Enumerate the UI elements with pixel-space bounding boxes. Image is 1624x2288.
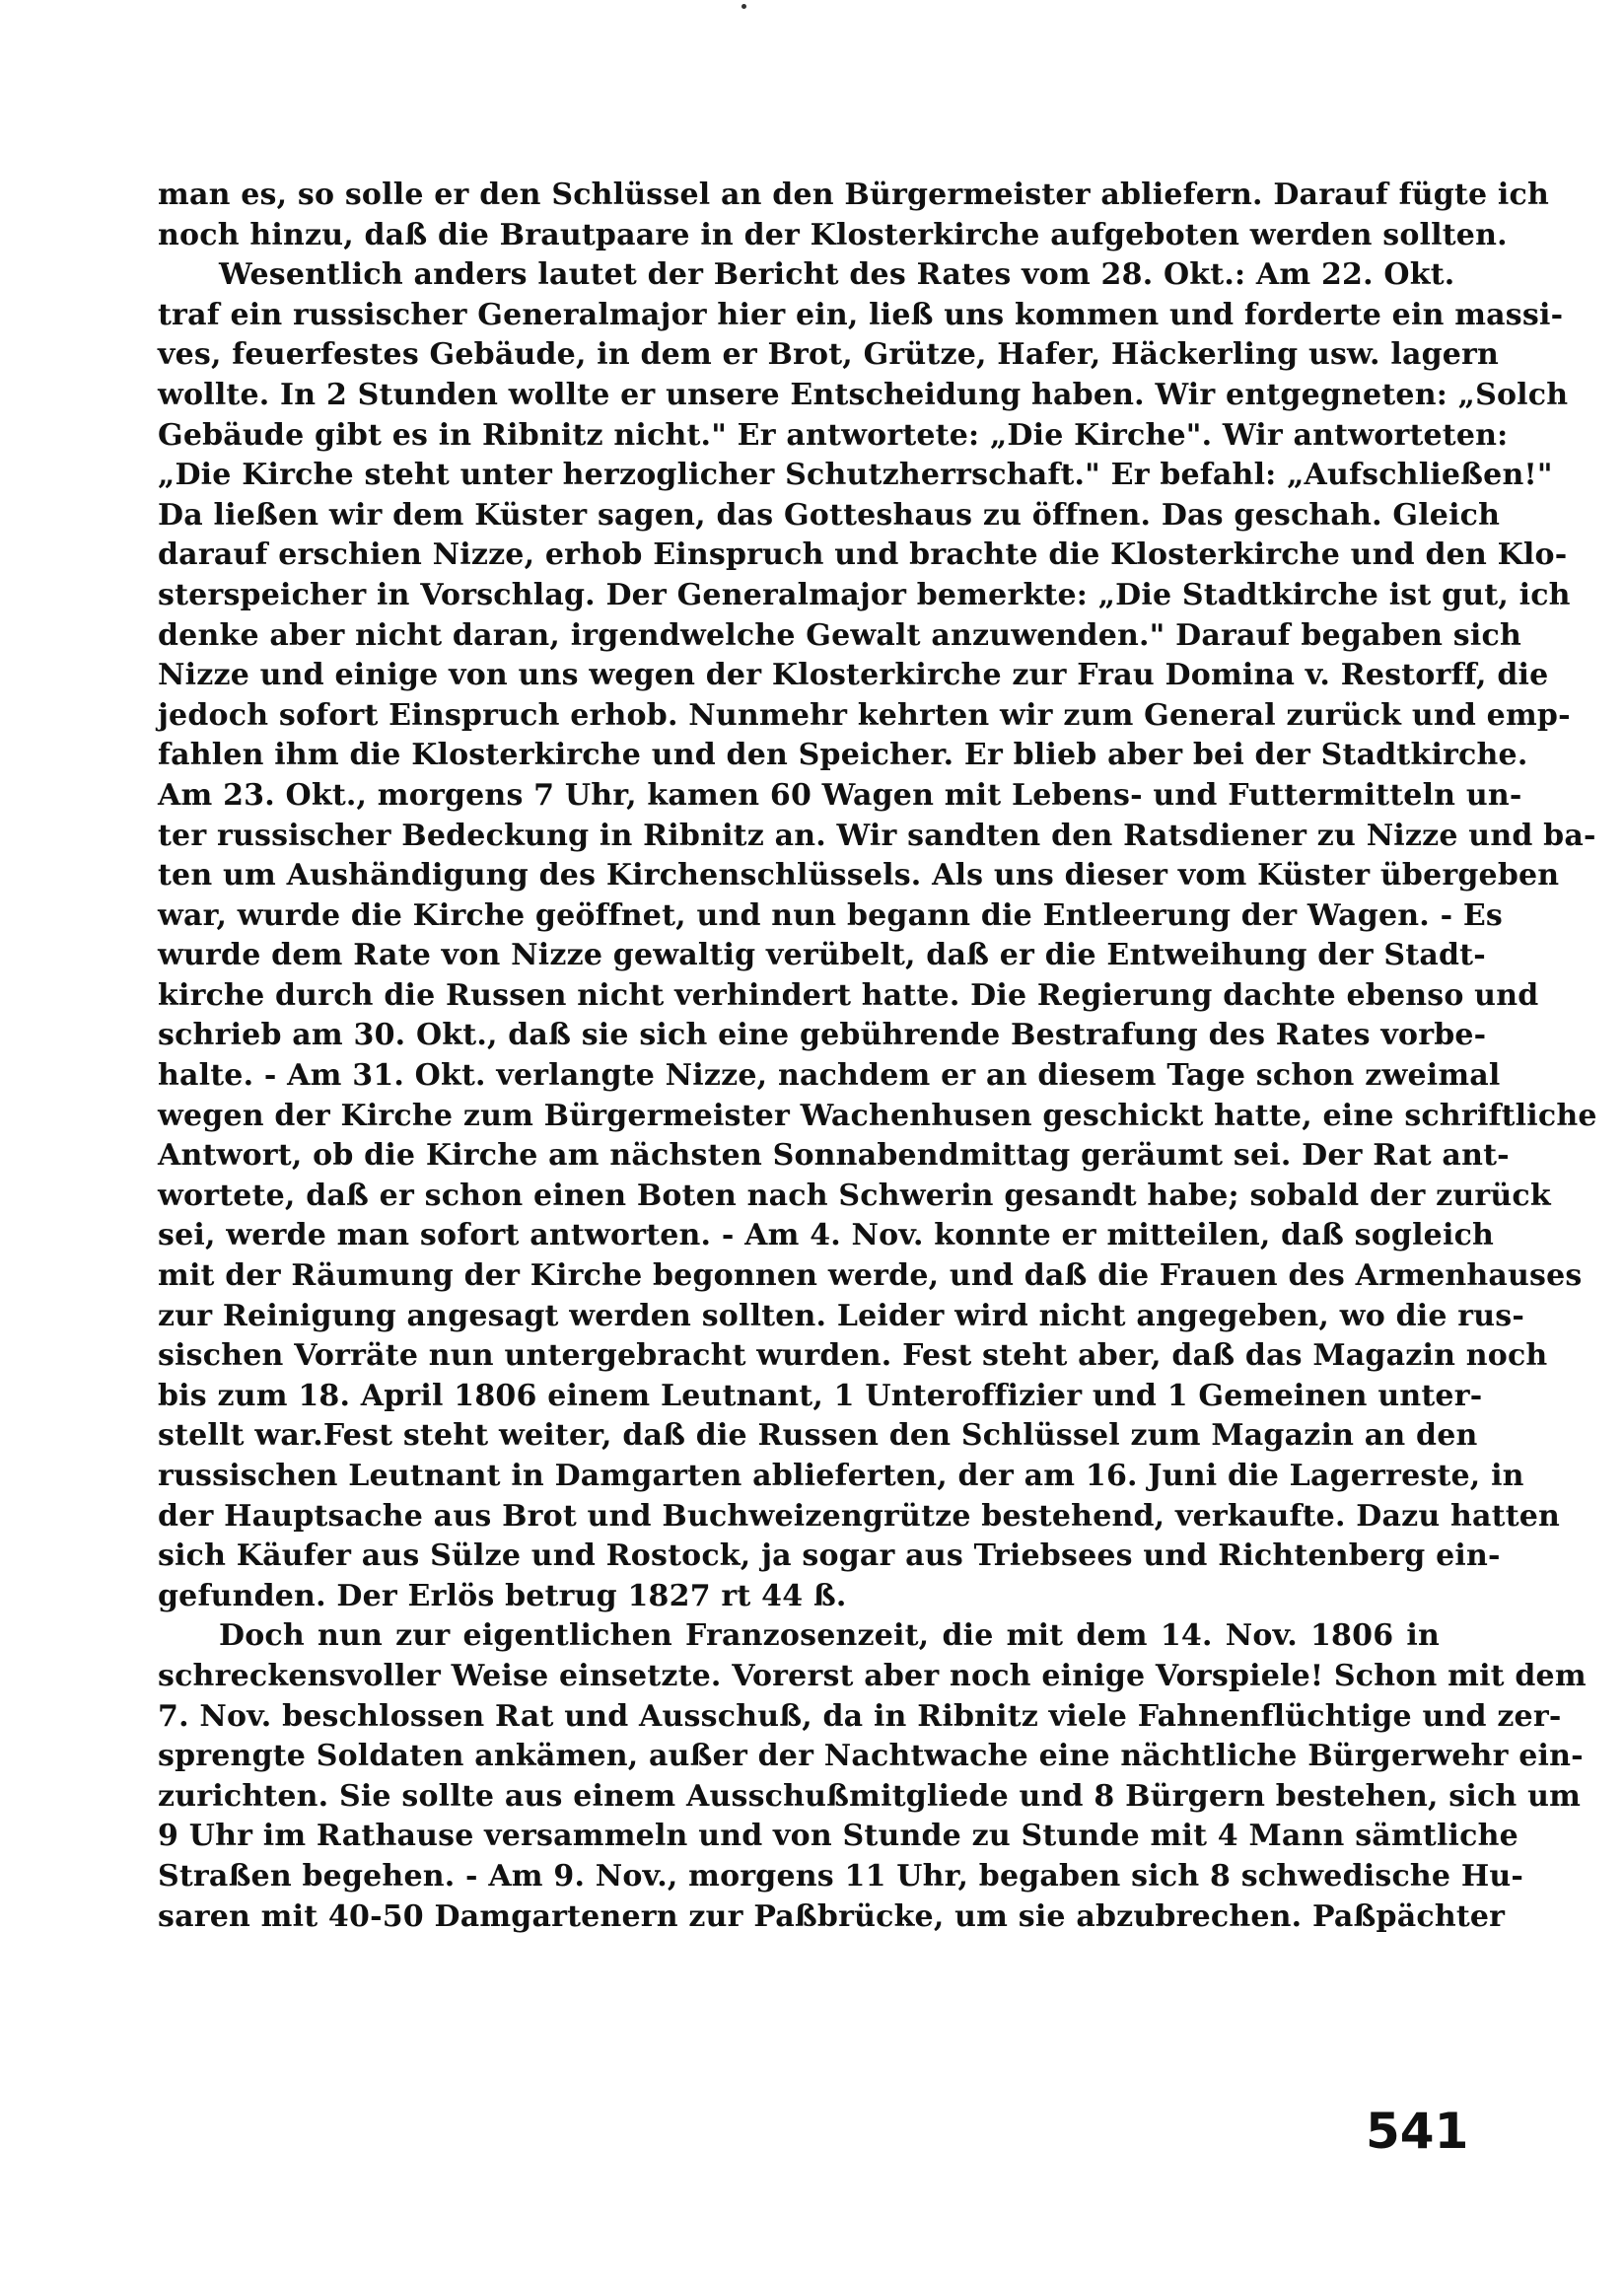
text-line: noch hinzu, daß die Brautpaare in der Klosterkirche aufgeboten werden sollten.: [158, 217, 1508, 252]
text-line: zur Reinigung angesagt werden sollten. Leider wird nicht angegeben, wo die rus-: [158, 1298, 1525, 1333]
text-line: Nizze und einige von uns wegen der Klosterkirche zur Frau Domina v. Restorff, die: [158, 658, 1549, 693]
text-line: mit der Räumung der Kirche begonnen werde, und daß die Frauen des Armenhauses: [158, 1258, 1583, 1294]
text-line: Antwort, ob die Kirche am nächsten Sonnabendmittag geräumt sei. Der Rat ant-: [158, 1138, 1510, 1174]
text-line: sterspeicher in Vorschlag. Der Generalmajor bemerkte: „Die Stadtkirche ist gut, ich: [158, 577, 1571, 612]
text-line: fahlen ihm die Klosterkirche und den Speicher. Er blieb aber bei der Stadtkirche.: [158, 738, 1528, 773]
text-line: stellt war.Fest steht weiter, daß die Russen den Schlüssel zum Magazin an den: [158, 1418, 1478, 1454]
text-line: schreckensvoller Weise einsetzte. Vorerst aber noch einige Vorspiele! Schon mit dem: [158, 1658, 1587, 1693]
text-line: russischen Leutnant in Damgarten ablieferten, der am 16. Juni die Lagerreste, in: [158, 1459, 1524, 1493]
text-line: sich Käufer aus Sülze und Rostock, ja sogar aus Triebsees und Richtenberg ein-: [158, 1538, 1501, 1574]
text-line: man es, so solle er den Schlüssel an den Bürgermeister abliefern. Darauf fügte ich: [158, 178, 1549, 212]
print-speck: [741, 4, 746, 9]
text-line: Wesentlich anders lautet der Bericht des Rates vom 28. Okt.: Am 22. Okt.: [219, 257, 1455, 293]
text-line: zurichten. Sie sollte aus einem Ausschußmitgliede und 8 Bürgern bestehen, sich um: [158, 1778, 1582, 1814]
text-line: halte. - Am 31. Okt. verlangte Nizze, nachdem er an diesem Tage schon zweimal: [158, 1058, 1501, 1094]
page-body: [158, 176, 1597, 1937]
text-line: 9 Uhr im Rathause versammeln und von Stunde zu Stunde mit 4 Mann sämtliche: [158, 1819, 1518, 1854]
text-line: Straßen begehen. - Am 9. Nov., morgens 11 Uhr, begaben sich 8 schwedische Hu-: [158, 1858, 1524, 1894]
text-line: wortete, daß er schon einen Boten nach Schwerin gesandt habe; sobald der zurück: [158, 1178, 1551, 1213]
text-line: Gebäude gibt es in Ribnitz nicht." Er antwortete: „Die Kirche". Wir antworteten:: [158, 417, 1509, 453]
text-line: sei, werde man sofort antworten. - Am 4. Nov. konnte er mitteilen, daß sogleich: [158, 1218, 1495, 1253]
text-line: sischen Vorräte nun untergebracht wurden. Fest steht aber, daß das Magazin noch: [158, 1338, 1548, 1374]
text-line: bis zum 18. April 1806 einem Leutnant, 1 Unteroffizier und 1 Gemeinen unter-: [158, 1378, 1483, 1413]
text-line: „Die Kirche steht unter herzoglicher Schutzherrschaft." Er befahl: „Aufschließen!": [158, 458, 1553, 493]
text-line: ter russischer Bedeckung in Ribnitz an. Wir sandten den Ratsdiener zu Nizze und ba-: [158, 818, 1596, 853]
text-line: Am 23. Okt., morgens 7 Uhr, kamen 60 Wagen mit Lebens- und Futtermitteln un-: [158, 777, 1522, 813]
text-line: wollte. In 2 Stunden wollte er unsere Entscheidung haben. Wir entgegneten: „Solch: [158, 377, 1569, 412]
text-line: ves, feuerfestes Gebäude, in dem er Brot, Grütze, Hafer, Häckerling usw. lagern: [158, 337, 1500, 373]
text-line: kirche durch die Russen nicht verhindert hatte. Die Regierung dachte ebenso und: [158, 977, 1539, 1013]
text-line: 7. Nov. beschlossen Rat und Ausschuß, da in Ribnitz viele Fahnenflüchtige und zer-: [158, 1698, 1562, 1734]
text-line: wegen der Kirche zum Bürgermeister Wachenhusen geschickt hatte, eine schriftliche: [158, 1098, 1597, 1133]
text-line: denke aber nicht daran, irgendwelche Gewalt anzuwenden." Darauf begaben sich: [158, 617, 1521, 653]
text-line: jedoch sofort Einspruch erhob. Nunmehr kehrten wir zum General zurück und emp-: [158, 697, 1571, 733]
text-line: sprengte Soldaten ankämen, außer der Nachtwache eine nächtliche Bürgerwehr ein-: [158, 1739, 1584, 1774]
text-line: Doch nun zur eigentlichen Franzosenzeit, die mit dem 14. Nov. 1806 in: [219, 1618, 1440, 1654]
text-line: gefunden. Der Erlös betrug 1827 rt 44 ß.: [158, 1578, 847, 1613]
text-line: ten um Aushändigung des Kirchenschlüssels. Als uns dieser vom Küster übergeben: [158, 858, 1560, 894]
text-line: traf ein russischer Generalmajor hier ein, ließ uns kommen und forderte ein massi-: [158, 297, 1564, 332]
text-line: wurde dem Rate von Nizze gewaltig verübelt, daß er die Entweihung der Stadt-: [158, 938, 1486, 973]
text-line: schrieb am 30. Okt., daß sie sich eine gebührende Bestrafung des Rates vorbe-: [158, 1018, 1487, 1053]
page-number: 541: [1366, 2103, 1469, 2160]
text-line: der Hauptsache aus Brot und Buchweizengrütze bestehend, verkaufte. Dazu hatten: [158, 1498, 1561, 1534]
text-line: saren mit 40-50 Damgartenern zur Paßbrücke, um sie abzubrechen. Paßpächter: [158, 1898, 1506, 1934]
text-line: war, wurde die Kirche geöffnet, und nun begann die Entleerung der Wagen. - Es: [158, 897, 1504, 933]
text-line: darauf erschien Nizze, erhob Einspruch und brachte die Klosterkirche und den Klo-: [158, 537, 1568, 573]
text-line: Da ließen wir dem Küster sagen, das Gotteshaus zu öffnen. Das geschah. Gleich: [158, 497, 1501, 533]
